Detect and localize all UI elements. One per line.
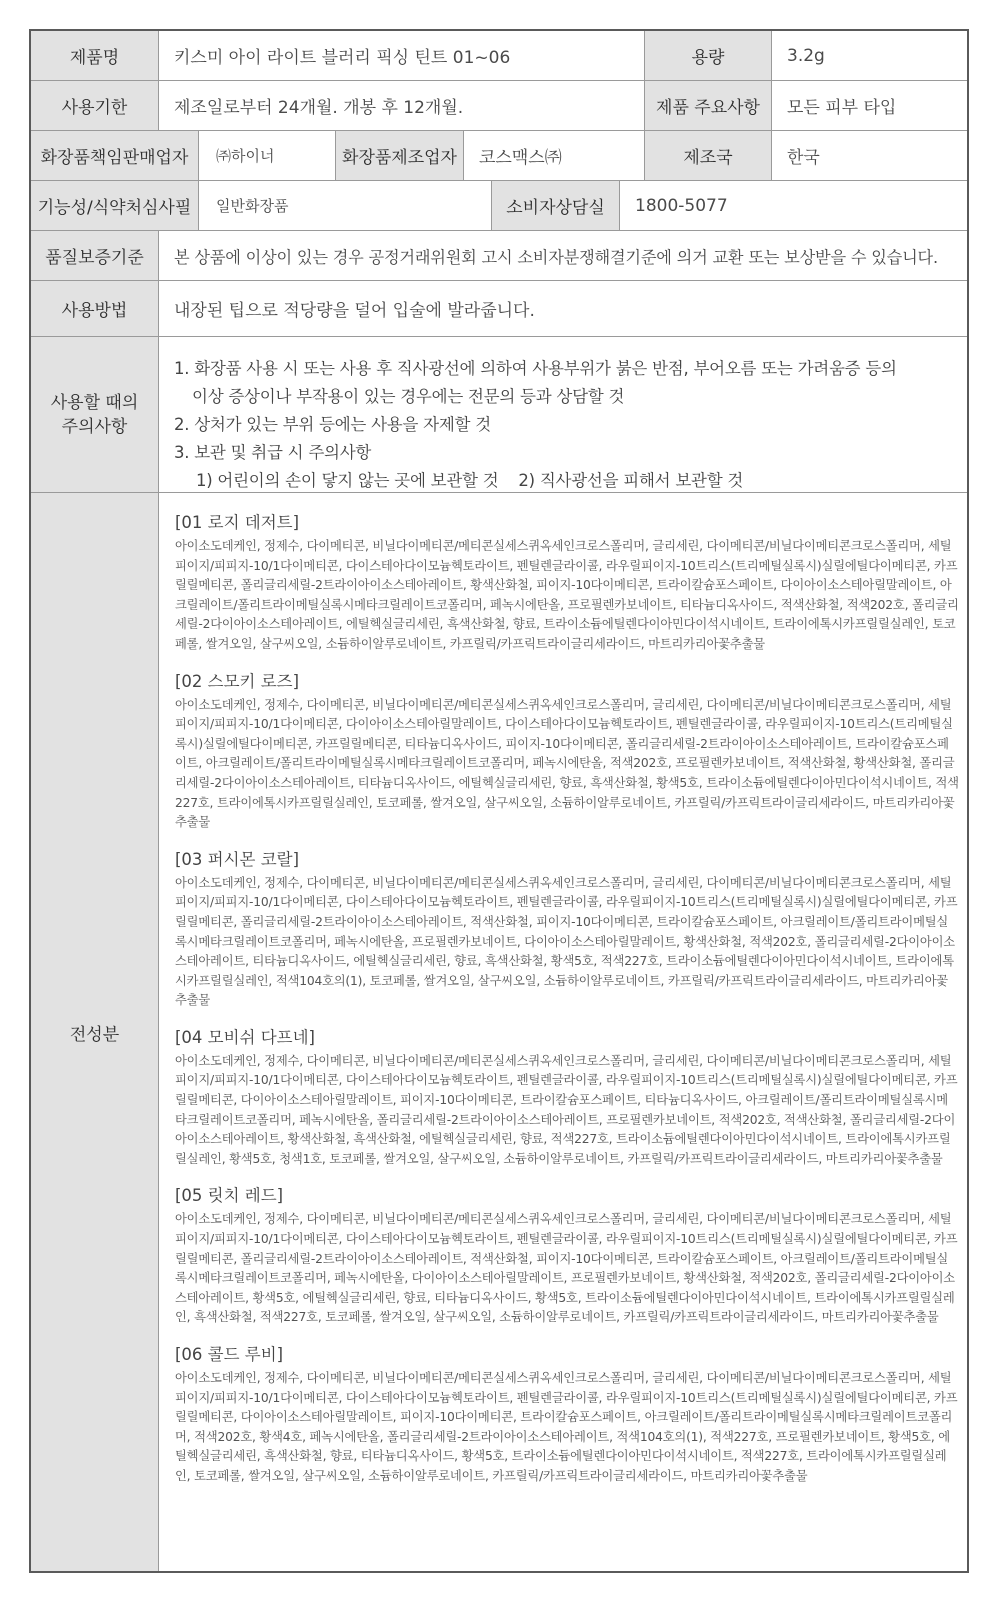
ingredient-text: 아이소도데케인, 정제수, 다이메티콘, 비닐다이메티콘/메티콘실세스퀴옥세인크로스폴리머, 글리세린, 다이메티콘/비닐다이메티콘크로스폴리머, 세틸피이지/피피지-10/1다이메티콘, 다이스테아다이모늄헥토라이트, 펜틸렌글라이콜, 라우릴피이지-10트리스(트리메틸실록시)실릴에틸다이메티콘, 카프릴릴메티콘, 다이아이소스테아릴말레이트, 피이지-10다이메티콘, 트라이칼슘포스페이트, 티타늄디옥사이드, 아크릴레이트/폴리트라이메틸실록시메타크릴레이트코폴리머, 페녹시에탄올, 폴리글리세릴-2트라이아이소스테아레이트, 프로필렌카보네이트, 적색202호, 적색산화철, 폴리글리세릴-2다이아이소스테아레이트, 황색산화철, 흑색산화철, 에틸헥실글리세린, 향료, 적색227호, 트라이소듐에틸렌다이아민다이석시네이트, 트라이에톡시카프릴릴실레인, 황색5호, 청색1호, 토코페롤, 쌀겨오일, 살구씨오일, 소듐하이알루로네이트, 카프릴릭/카프릭트라이글리세라이드, 마트리카리아꽃추출물 [175, 1053, 958, 1166]
value-volume: 3.2g [771, 31, 967, 80]
row-product-name [31, 31, 967, 81]
ingredient-title: [04 모비쉬 다프네] [175, 1027, 315, 1047]
value-ingredients [158, 493, 967, 1571]
ingredient-block [175, 1026, 959, 1170]
row-quality [31, 231, 967, 281]
row-ingredients [31, 493, 967, 1571]
ingredient-block [175, 670, 959, 833]
ingredient-block [175, 1184, 959, 1328]
ingredient-block [175, 848, 959, 1011]
value-main-spec: 모든 피부 타입 [771, 81, 967, 130]
label-product-name: 제품명 [31, 31, 158, 80]
value-maker: 코스맥스㈜ [463, 131, 644, 180]
label-functional: 기능성/식약처심사필 [31, 181, 198, 230]
label-maker: 화장품제조업자 [335, 131, 463, 180]
caution-line-2: 이상 증상이나 부작용이 있는 경우에는 전문의 등과 상담할 것 [192, 387, 625, 406]
label-expiry: 사용기한 [31, 81, 158, 130]
ingredient-title: [02 스모키 로즈] [175, 671, 300, 691]
value-expiry: 제조일로부터 24개월. 개봉 후 12개월. [158, 81, 644, 130]
value-caution [158, 337, 967, 492]
ingredient-block [175, 1343, 959, 1487]
ingredient-title: [06 콜드 루비] [175, 1345, 284, 1364]
label-country: 제조국 [644, 131, 771, 180]
label-consumer-center: 소비자상담실 [491, 181, 619, 230]
ingredient-block [175, 511, 959, 655]
label-caution [31, 337, 158, 492]
value-consumer-center: 1800-5077 [619, 181, 967, 230]
label-ingredients: 전성분 [31, 493, 158, 1571]
row-expiry [31, 81, 967, 131]
caution-line-3: 2. 상처가 있는 부위 등에는 사용을 자제할 것 [174, 415, 491, 434]
ingredient-text: 아이소도데케인, 정제수, 다이메티콘, 비닐다이메티콘/메티콘실세스퀴옥세인크로스폴리머, 글리세린, 다이메티콘/비닐다이메티콘크로스폴리머, 세틸피이지/피피지-10/1다이메티콘, 다이스테아다이모늄헥토라이트, 펜틸렌글라이콜, 라우릴피이지-10트리스(트리메틸실록시)실릴에틸다이메티콘, 카프릴릴메티콘, 폴리글리세릴-2트라이아이소스테아레이트, 적색산화철, 피이지-10다이메티콘, 트라이칼슘포스페이트, 아크릴레이트/폴리트라이메틸실록시메타크릴레이트코폴리머, 페녹시에탄올, 다이아이소스테아릴말레이트, 프로필렌카보네이트, 황색산화철, 적색202호, 폴리글리세릴-2다이아이소스테아레이트, 황색5호, 에틸헥실글리세린, 향료, 티타늄디옥사이드, 황색5호, 트라이소듐에틸렌다이아민다이석시네이트, 트라이에톡시카프릴릴실레인, 흑색산화철, 적색227호, 토코페롤, 쌀겨오일, 살구씨오일, 소듐하이알루로네이트, 카프릴릭/카프릭트라이글리세라이드, 마트리카리아꽃추출물 [175, 1212, 958, 1325]
row-usage [31, 281, 967, 337]
ingredient-text: 아이소도데케인, 정제수, 다이메티콘, 비닐다이메티콘/메티콘실세스퀴옥세인크로스폴리머, 글리세린, 다이메티콘/비닐다이메티콘크로스폴리머, 세틸피이지/피피지-10/1다이메티콘, 다이스테아다이모늄헥토라이트, 펜틸렌글라이콜, 라우릴피이지-10트리스(트리메틸실록시)실릴에틸다이메티콘, 카프릴릴메티콘, 다이아이소스테아릴말레이트, 피이지-10다이메티콘, 트라이칼슘포스페이트, 아크릴레이트/폴리트라이메틸실록시메타크릴레이트코폴리머, 적색202호, 황색4호, 페녹시에탄올, 폴리글리세릴-2트라이아이소스테아레이트, 적색104호의(1), 적색227호, 프로필렌카보네이트, 황색5호, 에틸헥실글리세린, 흑색산화철, 향료, 티타늄디옥사이드, 황색5호, 트라이소듐에틸렌다이아민다이석시네이트, 적색227호, 트라이에톡시카프릴릴실레인, 토코페롤, 쌀겨오일, 살구씨오일, 소듐하이알루로네이트, 카프릴릭/카프릭트라이글리세라이드, 마트리카리아꽃추출물 [175, 1371, 958, 1483]
label-usage: 사용방법 [31, 281, 158, 336]
label-seller: 화장품책임판매업자 [31, 131, 198, 180]
caution-label-line1: 사용할 때의 [50, 392, 139, 413]
ingredient-title: [03 퍼시몬 코랄] [175, 849, 300, 869]
value-functional: 일반화장품 [198, 181, 491, 230]
caution-line-1: 1. 화장품 사용 시 또는 사용 후 직사광선에 의하여 사용부위가 붉은 반점, 부어오름 또는 가려움증 등의 [174, 359, 897, 378]
ingredient-title: [05 릿치 레드] [175, 1186, 284, 1206]
ingredient-title: [01 로지 데저트] [175, 513, 300, 532]
caution-line-5: 1) 어린이의 손이 닿지 않는 곳에 보관할 것 2) 직사광선을 피해서 보관할 것 [196, 471, 744, 490]
value-product-name: 키스미 아이 라이트 블러리 픽싱 틴트 01~06 [158, 31, 644, 80]
ingredient-text: 아이소도데케인, 정제수, 다이메티콘, 비닐다이메티콘/메티콘실세스퀴옥세인크로스폴리머, 글리세린, 다이메티콘/비닐다이메티콘크로스폴리머, 세틸피이지/피피지-10/1다이메티콘, 다이스테아다이모늄헥토라이트, 펜틸렌글라이콜, 라우릴피이지-10트리스(트리메틸실록시)실릴에틸다이메티콘, 카프릴릴메티콘, 폴리글리세릴-2트라이아이소스테아레이트, 황색산화철, 피이지-10다이메티콘, 트라이칼슘포스페이트, 다이아이소스테아릴말레이트, 아크릴레이트/폴리트라이메틸실록시메타크릴레이트코폴리머, 페녹시에탄올, 프로필렌카보네이트, 티타늄디옥사이드, 적색산화철, 적색202호, 폴리글리세릴-2다이아이소스테아레이트, 에틸헥실글리세린, 흑색산화철, 향료, 트라이소듐에틸렌다이아민다이석시네이트, 트라이에톡시카프릴릴실레인, 토코페롤, 쌀겨오일, 살구씨오일, 소듐하이알루로네이트, 카프릴릭/카프릭트라이글리세라이드, 마트리카리아꽃추출물 [175, 539, 959, 651]
ingredient-text: 아이소도데케인, 정제수, 다이메티콘, 비닐다이메티콘/메티콘실세스퀴옥세인크로스폴리머, 글리세린, 다이메티콘/비닐다이메티콘크로스폴리머, 세틸피이지/피피지-10/1다이메티콘, 다이아이소스테아릴말레이트, 다이스테아다이모늄헥토라이트, 펜틸렌글라이콜, 라우릴피이지-10트리스(트리메틸실록시)실릴에틸다이메티콘, 카프릴릴메티콘, 티타늄디옥사이드, 피이지-10다이메티콘, 폴리글리세릴-2트라이아이소스테아레이트, 트라이칼슘포스페이트, 아크릴레이트/폴리트라이메틸실록시메타크릴레이트코폴리머, 페녹시에탄올, 적색202호, 프로필렌카보네이트, 적색산화철, 황색산화철, 폴리글리세릴-2다이아이소스테아레이트, 티타늄디옥사이드, 에틸헥실글리세린, 향료, 흑색산화철, 황색5호, 트라이소듐에틸렌다이아민다이석시네이트, 적색227호, 트라이에톡시카프릴릴실레인, 토코페롤, 쌀겨오일, 살구씨오일, 소듐하이알루로네이트, 카프릴릭/카프릭트라이글리세라이드, 마트리카리아꽃추출물 [175, 697, 959, 830]
caution-line-4: 3. 보관 및 취급 시 주의사항 [174, 443, 372, 462]
label-volume: 용량 [644, 31, 771, 80]
caution-label-line2: 주의사항 [61, 416, 128, 437]
value-seller: ㈜하이너 [198, 131, 335, 180]
product-info-table [29, 29, 969, 1573]
label-quality: 품질보증기준 [31, 231, 158, 280]
row-functional [31, 181, 967, 231]
label-main-spec: 제품 주요사항 [644, 81, 771, 130]
ingredient-text: 아이소도데케인, 정제수, 다이메티콘, 비닐다이메티콘/메티콘실세스퀴옥세인크로스폴리머, 글리세린, 다이메티콘/비닐다이메티콘크로스폴리머, 세틸피이지/피피지-10/1다이메티콘, 다이스테아다이모늄헥토라이트, 펜틸렌글라이콜, 라우릴피이지-10트리스(트리메틸실록시)실릴에틸다이메티콘, 카프릴릴메티콘, 폴리글리세릴-2트라이아이소스테아레이트, 적색산화철, 피이지-10다이메티콘, 트라이칼슘포스페이트, 아크릴레이트/폴리트라이메틸실록시메타크릴레이트코폴리머, 페녹시에탄올, 프로필렌카보네이트, 다이아이소스테아릴말레이트, 황색산화철, 적색202호, 폴리글리세릴-2다이아이소스테아레이트, 티타늄디옥사이드, 에틸헥실글리세린, 향료, 흑색산화철, 황색5호, 적색227호, 트라이소듐에틸렌다이아민다이석시네이트, 트라이에톡시카프릴릴실레인, 적색104호의(1), 토코페롤, 쌀겨오일, 살구씨오일, 소듐하이알루로네이트, 카프릴릭/카프릭트라이글리세라이드, 마트리카리아꽃추출물 [175, 875, 958, 1008]
value-country: 한국 [771, 131, 967, 180]
row-companies [31, 131, 967, 181]
row-caution [31, 337, 967, 493]
value-quality: 본 상품에 이상이 있는 경우 공정거래위원회 고시 소비자분쟁해결기준에 의거 교환 또는 보상받을 수 있습니다. [158, 231, 967, 280]
value-usage: 내장된 팁으로 적당량을 덜어 입술에 발라줍니다. [158, 281, 967, 336]
